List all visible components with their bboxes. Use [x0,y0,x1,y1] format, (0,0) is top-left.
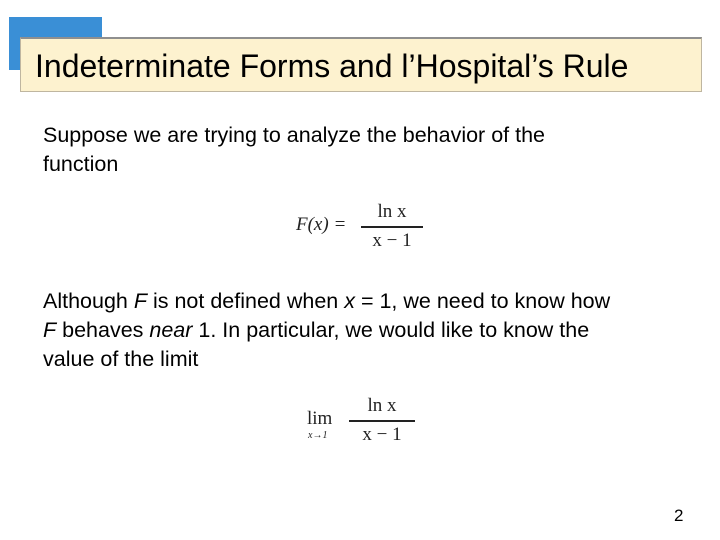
text-run-italic: near [149,318,193,342]
text-run-italic: x [344,289,355,313]
limit-fraction [349,395,415,446]
function-formula [296,198,428,260]
text-run: 1. In particular, we would like to know the [192,318,590,342]
fraction-numerator: ln x [377,201,407,222]
limit-formula [307,392,419,454]
intro-paragraph [43,121,545,179]
limit-line-2 [43,316,610,345]
text-run: = 1, we need to know how [354,289,611,313]
limit-paragraph [43,287,610,374]
fraction-bar [349,420,415,422]
text-run-italic: F [43,318,57,342]
text-run-italic: F [133,289,147,313]
intro-line-1: Suppose we are trying to analyze the behavior of the [43,123,545,147]
formula-lhs: F(x) = [296,214,347,235]
text-run: is not defined when [147,289,345,313]
fraction-numerator: ln x [367,395,397,416]
limit-line-1 [43,287,610,316]
limit-line-3: value of the limit [43,347,199,371]
fraction-denominator: x − 1 [362,423,402,445]
limit-subscript: x→1 [308,430,328,441]
fraction-denominator: x − 1 [372,229,412,251]
text-run: Although [43,289,134,313]
formula-fraction [361,201,423,252]
page-number: 2 [674,506,684,525]
fraction-bar [361,226,423,228]
limit-operator: lim [307,408,333,429]
text-run: behaves [56,318,150,342]
slide-title: Indeterminate Forms and l’Hospital’s Rule [35,48,629,84]
intro-line-2: function [43,152,119,176]
